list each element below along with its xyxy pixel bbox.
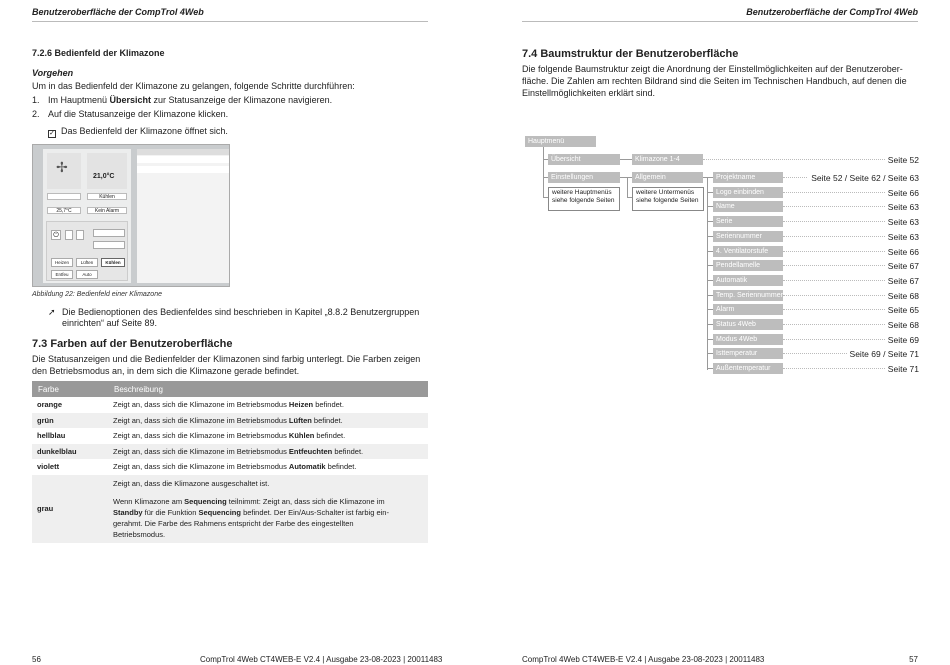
grau-line-4: gerahmt. Die Farbe des Rahmens entspricht der Farbe des eingestellten <box>113 518 354 528</box>
page-ref: Seite 63 <box>885 217 919 227</box>
sec74-line-3: Einstellmöglichkeiten erklärt sind. <box>522 88 656 98</box>
tree-leaf-leader <box>783 221 893 222</box>
color-table <box>32 381 428 543</box>
alarm-field: Kein Alarm <box>87 207 127 214</box>
note-haupt-line-1: weitere Hauptmenüs <box>552 189 612 196</box>
color-name: orange <box>37 400 63 410</box>
grau-2b: Sequencing <box>184 496 227 506</box>
vorgehen-label: Vorgehen <box>32 68 74 78</box>
right-page-number: 57 <box>909 655 918 664</box>
right-footer-text: CompTrol 4Web CT4WEB-E V2.4 | Ausgabe 23-08-2023 | 20011483 <box>522 655 765 664</box>
page-ref: Seite 68 <box>885 320 919 330</box>
desc-prefix: Zeigt an, dass sich die Klimazone im Betriebsmodus <box>113 446 289 456</box>
plus-button[interactable] <box>76 230 84 240</box>
color-table-body <box>32 397 428 543</box>
tree-leaf: Status 4Web <box>713 319 783 330</box>
desc-suffix: befindet. <box>313 400 344 410</box>
tree-leaf-leader <box>783 192 893 193</box>
sec73-line-2: den Betriebsmodus an, in dem sich die Klimazone gerade befindet. <box>32 366 300 376</box>
color-name: hellblau <box>37 431 66 441</box>
mode-auto-button[interactable]: Auto <box>76 270 98 279</box>
desc-mode: Entfeuchten <box>288 446 333 456</box>
step-2-text: Auf die Statusanzeige der Klimazone klicken. <box>48 109 229 119</box>
page-ref: Seite 52 / Seite 62 / Seite 63 <box>808 173 919 183</box>
desc-prefix: Zeigt an, dass sich die Klimazone im Betriebsmodus <box>113 462 289 472</box>
left-footer-text: CompTrol 4Web CT4WEB-E V2.4 | Ausgabe 23-08-2023 | 20011483 <box>200 655 443 664</box>
sec74-line-2: fläche. Die Zahlen am rechten Bildrand sind die Seiten im Technischen Handbuch, auf denen die <box>522 76 907 86</box>
grau-3b: für die Funktion <box>142 507 199 517</box>
desc-prefix: Zeigt an, dass sich die Klimazone im Betriebsmodus <box>113 415 289 425</box>
grau-3c: Sequencing <box>198 507 241 517</box>
color-table-row <box>32 428 428 444</box>
right-page <box>475 0 950 665</box>
tree-leaf: Automatik <box>713 275 783 286</box>
fan-icon: ✢ <box>56 159 68 175</box>
tree-leaf-connector <box>707 265 713 266</box>
tree-leaf: Außentemperatur <box>713 363 783 374</box>
page-ref: Seite 66 <box>885 188 919 198</box>
desc-suffix: befindet. <box>325 462 357 472</box>
color-table-row-grau <box>32 475 428 543</box>
tree-leaf-connector <box>707 280 713 281</box>
tree-leaf-leader <box>783 324 893 325</box>
color-name: grün <box>32 413 108 429</box>
page-ref: Seite 67 <box>885 276 919 286</box>
grau-line-2 <box>113 496 423 507</box>
grau-line-3 <box>113 507 423 518</box>
color-table-row <box>32 444 428 460</box>
grau-line-1: Zeigt an, dass die Klimazone ausgeschaltet ist. <box>113 478 270 488</box>
tree-leaf: Seriennummer <box>713 231 783 242</box>
desc-mode: Heizen <box>288 400 314 410</box>
fan-speed-button[interactable] <box>93 229 125 237</box>
mode-heizen-button[interactable]: Heizen <box>51 258 73 267</box>
section-heading-7-2-6: 7.2.6 Bedienfeld der Klimazone <box>32 48 165 58</box>
grau-3a: Standby <box>113 507 143 517</box>
page-ref: Seite 63 <box>885 232 919 242</box>
tree-leaf: Logo einbinden <box>713 187 783 198</box>
right-header-line <box>522 21 918 22</box>
page-ref: Seite 68 <box>885 291 919 301</box>
grau-3d: befindet. Der Ein/Aus-Schalter ist farbig ein- <box>240 507 389 517</box>
figure-list-header <box>137 149 229 155</box>
tree-leaf-connector <box>707 339 713 340</box>
sec73-line-1: Die Statusanzeigen und die Bedienfelder der Klimazonen sind farbig unterlegt. Die Farben zeigen <box>32 354 421 364</box>
figure-list-row-2 <box>137 166 229 173</box>
tree-leaf-leader <box>783 265 893 266</box>
note-haupt-line-2: siehe folgende Seiten <box>552 197 615 204</box>
tree-leaf-leader <box>783 368 893 369</box>
tree-node-klimazone: Klimazone 1-4 <box>632 154 703 165</box>
left-header-line <box>32 21 428 22</box>
col-header-beschreibung: Beschreibung <box>108 381 428 397</box>
figure-panel-right <box>137 149 229 283</box>
tree-leaf: Isttemperatur <box>713 348 783 359</box>
color-description <box>108 444 428 460</box>
tree-line-klimazone <box>620 159 632 160</box>
mode-lueften-button[interactable]: Lüften <box>76 258 98 267</box>
page-ref: Seite 69 <box>885 335 919 345</box>
tree-leaf-connector <box>707 177 713 178</box>
arrow-icon: ➚ <box>48 307 56 317</box>
leader-klimazone <box>703 159 893 160</box>
mode-entfeuchten-button[interactable]: Entfeu <box>51 270 73 279</box>
tree-leaf-leader <box>783 251 893 252</box>
note-line-1 <box>48 306 420 318</box>
section-heading-7-4: 7.4 Baumstruktur der Benutzeroberfläche <box>522 48 739 60</box>
tree-leaf-connector <box>707 192 713 193</box>
tree-leaf: Serie <box>713 216 783 227</box>
tree-leaf-connector <box>707 236 713 237</box>
tree-leaf-connector <box>707 295 713 296</box>
tree-note-weitere-hauptmenus <box>548 187 620 211</box>
page-ref: Seite 63 <box>885 202 919 212</box>
col-header-farbe: Farbe <box>32 381 108 397</box>
page-ref: Seite 65 <box>885 305 919 315</box>
step-1-number: 1. <box>32 95 40 105</box>
desc-prefix: Zeigt an, dass sich die Klimazone im Betriebsmodus <box>113 431 289 441</box>
color-description <box>108 413 428 429</box>
note-unter-line-1: weitere Untermenüs <box>636 189 695 196</box>
tree-node-hauptmenu: Hauptmenü <box>525 136 596 147</box>
color-table-row <box>32 413 428 429</box>
tree-leaf: Alarm <box>713 304 783 315</box>
tree-leaf-leader <box>783 339 893 340</box>
tree-leaf-connector <box>707 221 713 222</box>
color-table-row <box>32 397 428 413</box>
tree-leaf: 4. Ventilatorstufe <box>713 246 783 257</box>
figure-panel-left <box>43 149 131 283</box>
color-description <box>108 428 428 444</box>
desc-mode: Kühlen <box>288 431 315 441</box>
tree-line-allgemein <box>620 177 632 178</box>
desc-mode: Automatik <box>288 462 326 472</box>
klimazone-panel-figure <box>32 144 230 287</box>
mini-field-1 <box>47 193 81 200</box>
step-2 <box>32 108 229 120</box>
tree-node-einstellungen: Einstellungen <box>548 172 620 183</box>
tree-leaf-connector <box>707 251 713 252</box>
grau-line-5: Betriebsmodus. <box>113 529 166 539</box>
power-button[interactable]: ⏻ <box>51 230 61 240</box>
right-header: Benutzeroberfläche der CompTrol 4Web <box>746 7 918 17</box>
note-line-2: einrichten“ auf Seite 89. <box>62 318 158 328</box>
tree-leaf-leader <box>783 309 893 310</box>
page-ref: Seite 71 <box>885 364 919 374</box>
tree-node-allgemein: Allgemein <box>632 172 703 183</box>
tree-leaf: Temp. Seriennummer <box>713 290 783 301</box>
note-text-1: Die Bedienoptionen des Bedienfeldes sind beschrieben in Kapitel „8.8.2 Benutzergruppen <box>62 307 420 317</box>
tree-leaf-connector <box>707 368 713 369</box>
color-description <box>108 397 428 413</box>
tree-line-main <box>543 147 544 197</box>
page-ref: Seite 69 / Seite 71 <box>847 349 919 359</box>
section-heading-7-3: 7.3 Farben auf der Benutzeroberfläche <box>32 338 233 350</box>
page-ref-klimazone: Seite 52 <box>885 155 919 165</box>
result-text: Das Bedienfeld der Klimazone öffnet sich. <box>61 126 228 136</box>
tree-leaf-connector <box>707 309 713 310</box>
tree-leaf: Name <box>713 201 783 212</box>
step-1-text-c: zur Statusanzeige der Klimazone navigieren. <box>151 95 333 105</box>
temperature-tile <box>87 153 127 189</box>
color-name: grau <box>32 475 108 543</box>
tree-leaf: Pendellamelle <box>713 260 783 271</box>
intro-text: Um in das Bedienfeld der Klimazone zu gelangen, folgende Schritte durchführen: <box>32 81 355 91</box>
tree-leaf: Modus 4Web <box>713 334 783 345</box>
figure-list-row-1 <box>137 156 229 163</box>
page-ref: Seite 67 <box>885 261 919 271</box>
step-1-text-b: Übersicht <box>109 95 152 105</box>
tree-note-weitere-untermenus <box>632 187 704 211</box>
grau-2a: Wenn Klimazone am <box>113 496 185 506</box>
minus-button[interactable] <box>65 230 73 240</box>
left-page-number: 56 <box>32 655 41 664</box>
mode-kuehlen-button[interactable]: Kühlen <box>101 258 125 267</box>
tree-leaf-connector <box>707 324 713 325</box>
desc-suffix: befindet. <box>314 431 346 441</box>
fan-tile <box>47 153 81 189</box>
value-field: 25,7°C <box>47 207 81 214</box>
tree-leaf-leader <box>783 206 893 207</box>
tree-leaf-connector <box>707 353 713 354</box>
tree-line-sub <box>627 177 628 197</box>
color-description-grau <box>108 475 428 543</box>
grau-2c: teilnimmt: Zeigt an, dass sich die Klimazone im <box>226 496 385 506</box>
step-1 <box>32 94 333 106</box>
tree-node-uebersicht: Übersicht <box>548 154 620 165</box>
tree-leaf-leader <box>783 236 893 237</box>
left-header: Benutzeroberfläche der CompTrol 4Web <box>32 7 204 17</box>
mode-field: Kühlen <box>87 193 127 200</box>
desc-suffix: befindet. <box>311 415 343 425</box>
color-table-row <box>32 459 428 475</box>
tree-leaf-leader <box>783 280 893 281</box>
step-1-text-a: Im Hauptmenü <box>48 95 110 105</box>
note-unter-line-2: siehe folgende Seiten <box>636 197 699 204</box>
step-2-number: 2. <box>32 109 40 119</box>
temperature-value: 21,0°C <box>93 173 115 180</box>
desc-suffix: befindet. <box>332 446 364 456</box>
tree-leaf-leader <box>783 295 893 296</box>
desc-prefix: Zeigt an, dass sich die Klimazone im Betriebsmodus <box>113 400 289 410</box>
page-ref: Seite 66 <box>885 247 919 257</box>
step-1-text <box>48 94 332 106</box>
tree-leaf-connector <box>707 206 713 207</box>
color-table-header <box>32 381 428 397</box>
tree-leaf: Projektname <box>713 172 783 183</box>
color-name: violett <box>37 462 60 472</box>
sec74-line-1: Die folgende Baumstruktur zeigt die Anordnung der Einstellmöglichkeiten auf der Benutzerober- <box>522 64 903 74</box>
color-name: dunkelblau <box>32 444 108 460</box>
lamella-button[interactable] <box>93 241 125 249</box>
color-description <box>108 459 428 475</box>
desc-mode: Lüften <box>288 415 312 425</box>
control-area <box>46 221 128 281</box>
result-line <box>48 125 228 138</box>
figure-caption: Abbildung 22: Bedienfeld einer Klimazone <box>32 291 162 298</box>
checkbox-icon: ✓ <box>49 130 55 137</box>
